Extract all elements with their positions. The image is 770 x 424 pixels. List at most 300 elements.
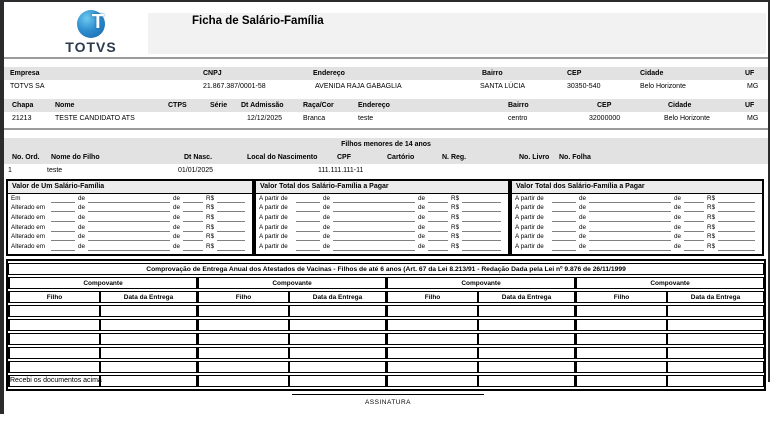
vaccine-empty-row	[8, 305, 764, 317]
de-label: de	[78, 214, 86, 222]
de-label: de	[173, 233, 181, 241]
vaccine-filho-cell	[8, 319, 100, 331]
vaccine-data-entrega-cell	[100, 319, 197, 331]
valor-fill-in-row	[11, 233, 249, 241]
uf-label: UF	[745, 70, 755, 77]
fill-in-line-amount	[718, 204, 755, 212]
fill-in-line-month	[333, 243, 415, 251]
vaccine-data-entrega-cell	[478, 319, 575, 331]
de-label: de	[173, 214, 181, 222]
cep-value: 32000000	[589, 115, 621, 122]
filho-column-header: Filho	[197, 291, 289, 303]
valor-total-pagar-box-1	[254, 179, 510, 256]
vaccine-data-entrega-cell	[100, 305, 197, 317]
vaccine-data-entrega-cell	[100, 333, 197, 345]
fill-in-line-amount	[217, 233, 245, 241]
currency-label: R$	[707, 233, 716, 241]
currency-label: R$	[707, 204, 716, 212]
valor-fill-in-row	[259, 233, 505, 241]
uf-label: UF	[745, 102, 755, 109]
de-label: de	[173, 194, 181, 202]
fill-in-line-amount	[217, 204, 245, 212]
cnpj-label: CNPJ	[203, 70, 222, 77]
vaccine-filho-cell	[575, 333, 667, 345]
vaccine-column-header-row	[8, 291, 764, 303]
ctps-label: CTPS	[168, 102, 187, 109]
fill-in-line-amount	[718, 243, 755, 251]
vaccine-filho-cell	[8, 333, 100, 345]
fill-in-line-year	[428, 243, 448, 251]
fill-in-line-day	[296, 224, 320, 232]
valor-fill-in-row	[11, 214, 249, 222]
vaccine-data-entrega-cell	[289, 305, 386, 317]
no-ord-value: 1	[8, 167, 12, 174]
fill-in-line-year	[428, 214, 448, 222]
fill-in-line-month	[88, 224, 170, 232]
cidade-value: Belo Horizonte	[640, 83, 686, 90]
de-label: de	[674, 243, 682, 251]
de-label: de	[78, 223, 86, 231]
totvs-logo-text: TOTVS	[65, 39, 117, 55]
valor-fill-in-row	[259, 243, 505, 251]
vaccine-empty-row	[8, 333, 764, 345]
valor-row-prefix: A partir de	[259, 214, 288, 222]
data-entrega-column-header: Data da Entrega	[478, 291, 575, 303]
fill-in-line-day	[552, 224, 576, 232]
nome-value: TESTE CANDIDATO ATS	[55, 115, 135, 122]
filhos-section-title: Filhos menores de 14 anos	[341, 141, 431, 148]
de-label: de	[323, 214, 331, 222]
vaccine-data-entrega-cell	[289, 375, 386, 387]
endereco-label: Endereço	[313, 70, 345, 77]
vaccine-filho-cell	[8, 361, 100, 373]
fill-in-line-month	[88, 204, 170, 212]
fill-in-line-day	[296, 214, 320, 222]
vaccine-data-entrega-cell	[289, 361, 386, 373]
fill-in-line-year	[183, 224, 203, 232]
fill-in-line-year	[684, 195, 704, 203]
valor-fill-in-row	[515, 214, 759, 222]
valor-row-prefix: A partir de	[259, 194, 288, 202]
valor-row-prefix: Alterado em	[11, 204, 45, 212]
cpf-label: CPF	[337, 154, 351, 161]
vaccine-data-entrega-cell	[478, 375, 575, 387]
de-label: de	[418, 194, 426, 202]
fill-in-line-month	[333, 214, 415, 222]
valor-row-prefix: A partir de	[259, 233, 288, 241]
funcionario-value-row	[4, 112, 768, 125]
fill-in-line-year	[183, 214, 203, 222]
vaccine-data-entrega-cell	[667, 333, 764, 345]
de-label: de	[579, 243, 587, 251]
fill-in-line-day	[552, 204, 576, 212]
fill-in-line-month	[589, 224, 671, 232]
fill-in-line-day	[296, 243, 320, 251]
valor-fill-in-row	[259, 204, 505, 212]
vaccine-filho-cell	[575, 347, 667, 359]
n-reg-label: N. Reg.	[442, 154, 467, 161]
currency-label: R$	[451, 214, 460, 222]
signature-area	[292, 394, 484, 406]
fill-in-line-month	[589, 243, 671, 251]
de-label: de	[418, 233, 426, 241]
page-title: Ficha de Salário-Família	[192, 15, 324, 27]
cidade-label: Cidade	[640, 70, 664, 77]
vaccine-filho-cell	[8, 347, 100, 359]
compovante-header: Compovante	[8, 277, 197, 289]
de-label: de	[173, 204, 181, 212]
header-separator	[4, 57, 768, 59]
fill-in-line-amount	[462, 224, 501, 232]
fill-in-line-year	[183, 233, 203, 241]
fill-in-line-day	[552, 233, 576, 241]
no-livro-label: No. Livro	[519, 154, 550, 161]
de-label: de	[674, 214, 682, 222]
filho-column-header: Filho	[386, 291, 478, 303]
fill-in-line-amount	[718, 233, 755, 241]
valor-um-salario-title: Valor de Um Salário-Família	[8, 181, 252, 194]
data-entrega-column-header: Data da Entrega	[100, 291, 197, 303]
de-label: de	[78, 194, 86, 202]
fill-in-line-day	[552, 243, 576, 251]
fill-in-line-day	[51, 224, 75, 232]
vaccine-data-entrega-cell	[667, 305, 764, 317]
vaccine-filho-cell	[386, 305, 478, 317]
cep-label: CEP	[567, 70, 582, 77]
vaccine-filho-cell	[575, 361, 667, 373]
compovante-header: Compovante	[386, 277, 575, 289]
vaccine-data-entrega-cell	[289, 347, 386, 359]
bairro-value: SANTA LÚCIA	[480, 83, 525, 90]
nome-filho-value: teste	[47, 167, 63, 174]
currency-label: R$	[206, 214, 215, 222]
funcionario-header-row	[4, 99, 768, 112]
empresa-value: TOTVS SA	[10, 83, 45, 90]
fill-in-line-amount	[217, 243, 245, 251]
valor-fill-in-row	[515, 233, 759, 241]
de-label: de	[674, 233, 682, 241]
de-label: de	[674, 194, 682, 202]
currency-label: R$	[451, 194, 460, 202]
vaccine-filho-cell	[386, 361, 478, 373]
vaccine-data-entrega-cell	[100, 375, 197, 387]
valor-row-prefix: Alterado em	[11, 223, 45, 231]
data-entrega-column-header: Data da Entrega	[289, 291, 386, 303]
fill-in-line-amount	[462, 233, 501, 241]
fill-in-line-month	[88, 233, 170, 241]
vaccine-table	[6, 259, 766, 391]
vaccine-empty-row	[8, 375, 764, 387]
fill-in-line-year	[684, 233, 704, 241]
vaccine-filho-cell	[197, 319, 289, 331]
de-label: de	[579, 223, 587, 231]
fill-in-line-amount	[718, 195, 755, 203]
valor-total-pagar-title-1: Valor Total dos Salário-Família a Pagar	[256, 181, 508, 194]
vaccine-filho-cell	[197, 361, 289, 373]
vaccine-title-row	[8, 263, 764, 275]
valor-fill-in-row	[259, 224, 505, 232]
cpf-value: 111.111.111-11	[318, 167, 364, 174]
vaccine-data-entrega-cell	[289, 333, 386, 345]
vaccine-table-title: Comprovação de Entrega Anual dos Atestados de Vacinas - Filhos de até 6 anos (Art. 67 da Lei 8.213/91 - Redação Dada pela Lei nº 9.876 de 26/11/1999	[8, 263, 764, 275]
valor-row-prefix: A partir de	[515, 243, 544, 251]
fill-in-line-year	[684, 204, 704, 212]
fill-in-line-amount	[718, 214, 755, 222]
fill-in-line-amount	[217, 224, 245, 232]
fill-in-line-amount	[217, 195, 245, 203]
valor-fill-in-row	[515, 204, 759, 212]
vaccine-data-entrega-cell	[100, 361, 197, 373]
de-label: de	[418, 243, 426, 251]
vaccine-empty-row	[8, 319, 764, 331]
vaccine-filho-cell	[386, 333, 478, 345]
de-label: de	[579, 204, 587, 212]
filho-column-header: Filho	[8, 291, 100, 303]
dt-admissao-label: Dt Admissão	[241, 102, 284, 109]
fill-in-line-amount	[462, 243, 501, 251]
de-label: de	[78, 204, 86, 212]
valor-fill-in-row	[11, 195, 249, 203]
cnpj-value: 21.867.387/0001-58	[203, 83, 266, 90]
vaccine-filho-cell	[575, 305, 667, 317]
vaccine-data-entrega-cell	[667, 319, 764, 331]
fill-in-line-day	[552, 195, 576, 203]
valor-row-prefix: A partir de	[259, 204, 288, 212]
fill-in-line-day	[296, 204, 320, 212]
de-label: de	[78, 243, 86, 251]
compovante-header: Compovante	[197, 277, 386, 289]
fill-in-line-day	[51, 214, 75, 222]
dt-nasc-value: 01/01/2025	[178, 167, 214, 174]
vaccine-empty-row	[8, 347, 764, 359]
fill-in-line-day	[51, 233, 75, 241]
fill-in-line-amount	[462, 204, 501, 212]
vaccine-data-entrega-cell	[478, 347, 575, 359]
uf-value: MG	[747, 83, 759, 90]
fill-in-line-day	[552, 214, 576, 222]
de-label: de	[418, 204, 426, 212]
nome-label: Nome	[55, 102, 75, 109]
fill-in-line-month	[589, 195, 671, 203]
fill-in-line-month	[589, 204, 671, 212]
vaccine-data-entrega-cell	[478, 333, 575, 345]
de-label: de	[418, 223, 426, 231]
cep-value: 30350-540	[567, 83, 601, 90]
vaccine-filho-cell	[386, 319, 478, 331]
vaccine-filho-cell	[575, 375, 667, 387]
valor-row-prefix: Alterado em	[11, 233, 45, 241]
received-documents-text: Recebi os documentos acima	[10, 377, 102, 384]
endereco-value: teste	[358, 115, 374, 122]
vaccine-filho-cell	[386, 375, 478, 387]
de-label: de	[323, 194, 331, 202]
de-label: de	[674, 223, 682, 231]
vaccine-filho-cell	[197, 333, 289, 345]
fill-in-line-month	[589, 214, 671, 222]
valor-row-prefix: A partir de	[515, 233, 544, 241]
valor-total-pagar-box-2	[510, 179, 764, 256]
currency-label: R$	[206, 204, 215, 212]
vacinas-section	[6, 259, 764, 391]
vaccine-data-entrega-cell	[100, 347, 197, 359]
uf-value: MG	[747, 115, 759, 122]
empresa-value-row	[4, 80, 768, 93]
fill-in-line-amount	[462, 195, 501, 203]
valor-row-prefix: Alterado em	[11, 214, 45, 222]
fill-in-line-year	[428, 233, 448, 241]
vaccine-filho-cell	[197, 347, 289, 359]
valor-um-salario-rows	[8, 194, 252, 252]
vaccine-filho-cell	[386, 347, 478, 359]
fill-in-line-year	[428, 195, 448, 203]
fill-in-line-month	[88, 195, 170, 203]
currency-label: R$	[206, 243, 215, 251]
fill-in-line-month	[88, 214, 170, 222]
de-label: de	[323, 204, 331, 212]
valor-fill-in-row	[259, 214, 505, 222]
fill-in-line-year	[183, 204, 203, 212]
de-label: de	[173, 243, 181, 251]
no-ord-label: No. Ord.	[12, 154, 40, 161]
fill-in-line-day	[51, 204, 75, 212]
compovante-header: Compovante	[575, 277, 764, 289]
fill-in-line-year	[183, 195, 203, 203]
filho-column-header: Filho	[575, 291, 667, 303]
fill-in-line-year	[183, 243, 203, 251]
cidade-value: Belo Horizonte	[664, 115, 710, 122]
de-label: de	[579, 194, 587, 202]
fill-in-line-year	[428, 204, 448, 212]
fill-in-line-amount	[718, 224, 755, 232]
valor-row-prefix: A partir de	[515, 194, 544, 202]
fill-in-line-month	[589, 233, 671, 241]
filhos-section-header	[4, 138, 768, 164]
valor-fill-in-row	[259, 195, 505, 203]
fill-in-line-month	[333, 204, 415, 212]
currency-label: R$	[451, 204, 460, 212]
valor-total-pagar-title-2: Valor Total dos Salário-Família a Pagar	[512, 181, 762, 194]
valor-row-prefix: A partir de	[259, 243, 288, 251]
empresa-header-row	[4, 67, 768, 80]
data-entrega-column-header: Data da Entrega	[667, 291, 764, 303]
de-label: de	[173, 223, 181, 231]
currency-label: R$	[707, 214, 716, 222]
vaccine-data-entrega-cell	[478, 361, 575, 373]
valor-um-salario-box	[6, 179, 254, 256]
vaccine-filho-cell	[575, 319, 667, 331]
cep-label: CEP	[597, 102, 612, 109]
valor-fill-in-row	[11, 243, 249, 251]
funcionario-separator	[4, 128, 768, 130]
valor-fill-in-row	[11, 204, 249, 212]
currency-label: R$	[206, 194, 215, 202]
fill-in-line-month	[333, 233, 415, 241]
dt-nasc-label: Dt Nasc.	[184, 154, 213, 161]
currency-label: R$	[707, 223, 716, 231]
de-label: de	[674, 204, 682, 212]
vaccine-data-entrega-cell	[667, 347, 764, 359]
de-label: de	[78, 233, 86, 241]
vaccine-data-entrega-cell	[289, 319, 386, 331]
de-label: de	[579, 233, 587, 241]
bairro-label: Bairro	[482, 70, 503, 77]
valor-row-prefix: A partir de	[515, 223, 544, 231]
currency-label: R$	[451, 223, 460, 231]
vaccine-filho-cell	[8, 305, 100, 317]
raca-cor-value: Branca	[303, 115, 326, 122]
valor-fill-in-row	[11, 224, 249, 232]
fill-in-line-month	[88, 243, 170, 251]
valor-row-prefix: A partir de	[515, 204, 544, 212]
valor-fill-in-row	[515, 243, 759, 251]
currency-label: R$	[206, 233, 215, 241]
valor-row-prefix: Em	[11, 194, 21, 202]
valor-fill-in-row	[515, 195, 759, 203]
de-label: de	[579, 214, 587, 222]
empresa-label: Empresa	[10, 70, 40, 77]
valor-row-prefix: A partir de	[259, 223, 288, 231]
serie-label: Série	[210, 102, 228, 109]
endereco-value: AVENIDA RAJA GABAGLIA	[315, 83, 402, 90]
filhos-header-row	[8, 151, 770, 164]
de-label: de	[323, 223, 331, 231]
vaccine-group-header-row	[8, 277, 764, 289]
chapa-label: Chapa	[12, 102, 34, 109]
valor-row-prefix: A partir de	[515, 214, 544, 222]
fill-in-line-day	[51, 243, 75, 251]
vaccine-data-entrega-cell	[667, 361, 764, 373]
no-folha-label: No. Folha	[559, 154, 591, 161]
vaccine-data-entrega-cell	[478, 305, 575, 317]
fill-in-line-year	[684, 243, 704, 251]
chapa-value: 21213	[12, 115, 32, 122]
fill-in-line-day	[296, 233, 320, 241]
vaccine-data-entrega-cell	[667, 375, 764, 387]
bairro-value: centro	[508, 115, 528, 122]
signature-label: ASSINATURA	[364, 399, 412, 406]
fill-in-line-amount	[462, 214, 501, 222]
valor-total-pagar-rows-1	[256, 194, 508, 252]
currency-label: R$	[451, 243, 460, 251]
valor-row-prefix: Alterado em	[11, 243, 45, 251]
endereco-label: Endereço	[358, 102, 390, 109]
filho-data-row	[4, 164, 768, 177]
fill-in-line-year	[684, 224, 704, 232]
fill-in-line-year	[428, 224, 448, 232]
fill-in-line-day	[296, 195, 320, 203]
fill-in-line-month	[333, 224, 415, 232]
raca-cor-label: Raça/Cor	[303, 102, 334, 109]
cidade-label: Cidade	[668, 102, 692, 109]
de-label: de	[418, 214, 426, 222]
currency-label: R$	[707, 243, 716, 251]
fill-in-line-month	[333, 195, 415, 203]
fill-in-line-amount	[217, 214, 245, 222]
frame-left-edge	[0, 0, 4, 414]
totvs-globe-icon: T	[77, 10, 105, 38]
nome-filho-label: Nome do Filho	[51, 154, 100, 161]
currency-label: R$	[206, 223, 215, 231]
de-label: de	[323, 243, 331, 251]
vaccine-filho-cell	[197, 375, 289, 387]
valor-fill-in-row	[515, 224, 759, 232]
fill-in-line-year	[684, 214, 704, 222]
fill-in-line-day	[51, 195, 75, 203]
frame-top-edge	[0, 0, 770, 2]
vaccine-filho-cell	[197, 305, 289, 317]
de-label: de	[323, 233, 331, 241]
currency-label: R$	[451, 233, 460, 241]
